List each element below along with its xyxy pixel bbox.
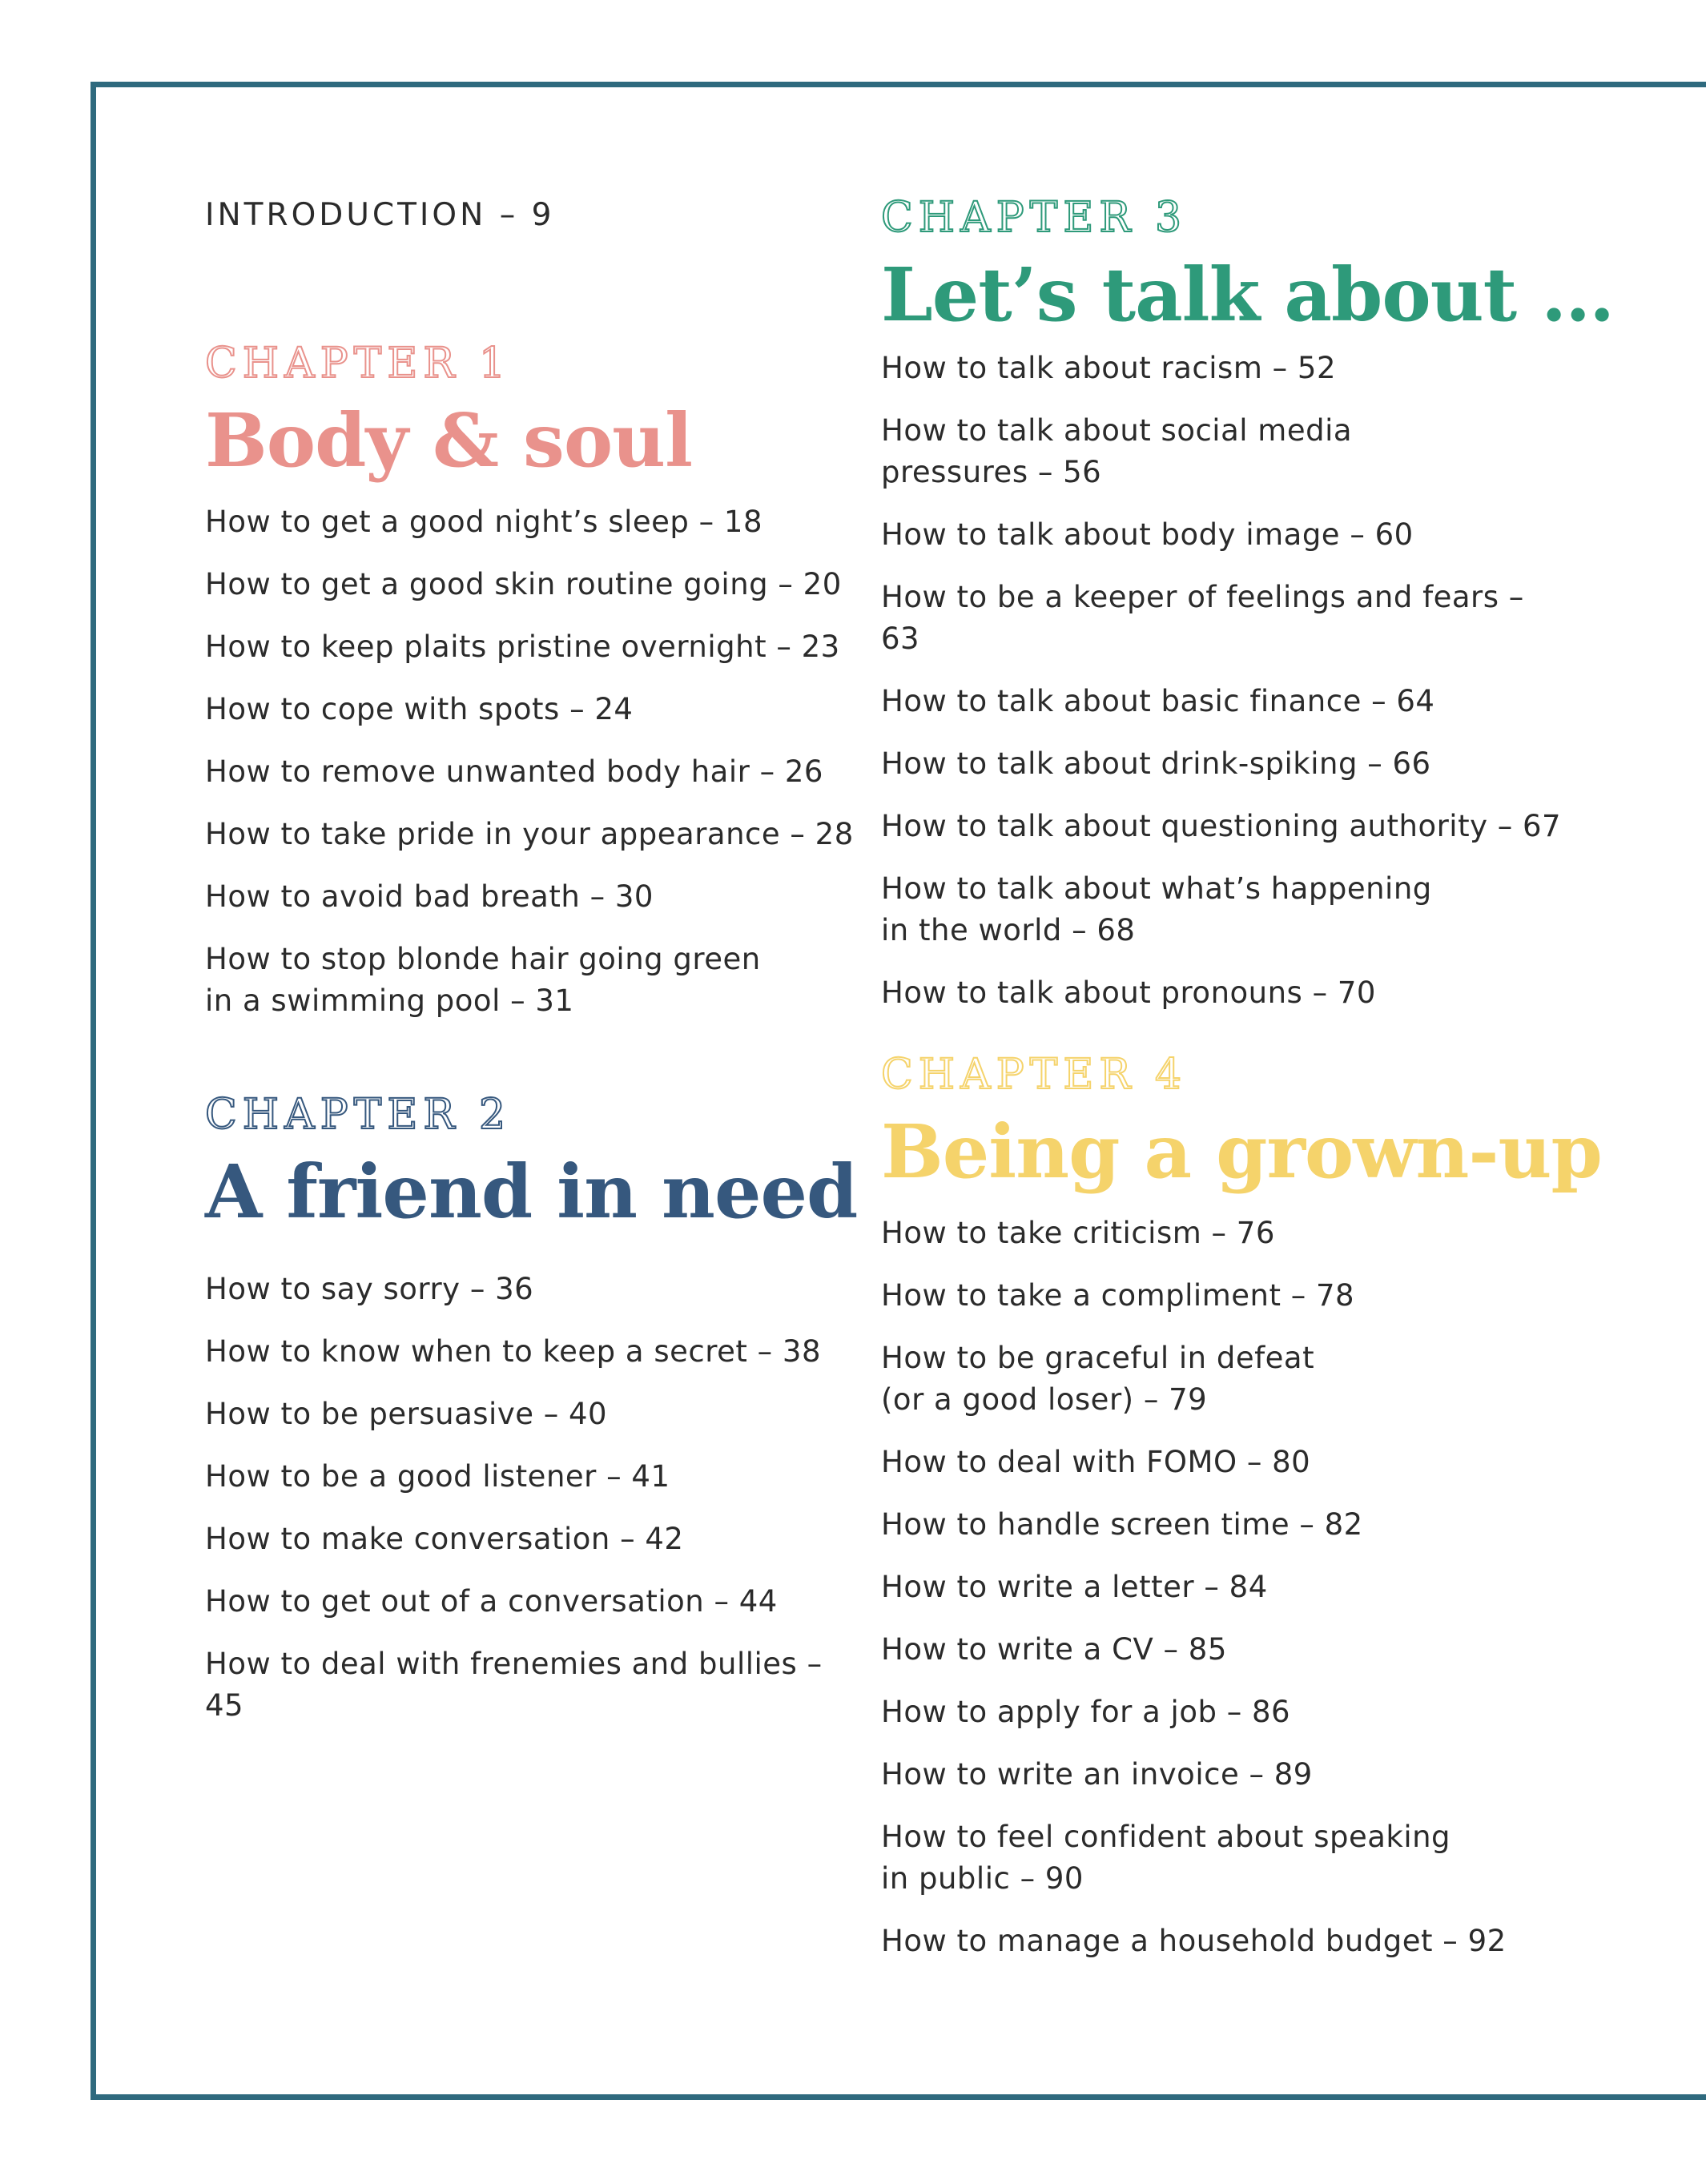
- toc-entry: [881, 972, 1570, 1014]
- toc-entry: [205, 1269, 862, 1310]
- toc-entry: [205, 939, 862, 1022]
- toc-entry: [881, 1567, 1570, 1608]
- toc-entry: [205, 1518, 862, 1560]
- toc-entry: [205, 1456, 862, 1498]
- toc-entry: [205, 689, 862, 730]
- toc-entry: [881, 1442, 1570, 1483]
- toc-entry: [205, 564, 862, 605]
- toc-entry: [881, 1337, 1570, 1421]
- toc-entry: [881, 868, 1570, 951]
- toc-entry-text: How to talk about racism – 52: [881, 351, 1336, 385]
- chapter-3-section: [881, 194, 1615, 1035]
- toc-entry: [881, 1754, 1570, 1796]
- toc-entry-text: How to talk about body image – 60: [881, 517, 1414, 552]
- toc-entry-text: How to cope with spots – 24: [205, 692, 634, 726]
- toc-entry: [881, 806, 1570, 847]
- toc-entry-text: How to keep plaits pristine overnight – 23: [205, 629, 840, 664]
- toc-entry-text: How to talk about what’s happening in the world – 68: [881, 871, 1432, 947]
- toc-entry-text: How to be persuasive – 40: [205, 1397, 608, 1431]
- toc-entry-text: How to deal with frenemies and bullies – 45: [205, 1647, 823, 1723]
- toc-entry: [205, 876, 862, 918]
- chapter-3-label: CHAPTER 3: [881, 194, 1188, 242]
- chapter-2-section: [205, 1091, 862, 1748]
- toc-entry: [205, 1581, 862, 1623]
- toc-entry: [881, 1921, 1570, 1962]
- toc-entry: [205, 501, 862, 543]
- toc-entry-text: How to write a CV – 85: [881, 1632, 1227, 1667]
- chapter-1-section: [205, 340, 862, 1043]
- toc-entry-text: How to be a good listener – 41: [205, 1459, 670, 1494]
- toc-entry: [205, 814, 862, 855]
- toc-entry: [881, 1816, 1570, 1900]
- toc-entry: [881, 1691, 1570, 1733]
- toc-entry: [881, 577, 1570, 660]
- toc-entry-text: How to remove unwanted body hair – 26: [205, 754, 823, 789]
- toc-entry: [881, 1213, 1570, 1254]
- toc-entry: [881, 1275, 1570, 1317]
- chapter-3-title: Let’s talk about …: [881, 251, 1615, 338]
- toc-entry-text: How to take pride in your appearance – 28: [205, 817, 854, 851]
- toc-entry-text: How to feel confident about speaking in public – 90: [881, 1820, 1451, 1896]
- toc-entry-text: How to talk about social media pressures – 56: [881, 413, 1353, 489]
- toc-entry-text: How to talk about basic finance – 64: [881, 684, 1435, 718]
- toc-entry-text: How to say sorry – 36: [205, 1272, 534, 1306]
- toc-entry-text: How to be a keeper of feelings and fears – 63: [881, 580, 1524, 656]
- toc-entry-text: How to talk about drink-spiking – 66: [881, 746, 1431, 781]
- toc-entry: [205, 626, 862, 668]
- toc-entry: [881, 410, 1570, 493]
- toc-entry-text: How to write a letter – 84: [881, 1570, 1268, 1604]
- toc-entry-text: How to get out of a conversation – 44: [205, 1584, 778, 1619]
- toc-entry: [205, 751, 862, 793]
- chapter-4-label: CHAPTER 4: [881, 1051, 1188, 1099]
- toc-entry-text: How to talk about questioning authority – 67: [881, 809, 1562, 843]
- chapter-4-section: [881, 1051, 1602, 1983]
- toc-entry-text: How to get a good night’s sleep – 18: [205, 505, 762, 539]
- toc-entry: [205, 1394, 862, 1435]
- chapter-2-label: CHAPTER 2: [205, 1091, 512, 1139]
- toc-entry: [205, 1331, 862, 1373]
- toc-entry-text: How to talk about pronouns – 70: [881, 975, 1376, 1010]
- chapter-1-entries: [205, 501, 862, 1022]
- toc-entry-text: How to handle screen time – 82: [881, 1507, 1363, 1542]
- chapter-3-entries: [881, 348, 1570, 1014]
- toc-entry-text: How to know when to keep a secret – 38: [205, 1334, 821, 1369]
- chapter-4-title: Being a grown-up: [881, 1108, 1602, 1195]
- toc-entry-text: How to apply for a job – 86: [881, 1695, 1291, 1729]
- toc-entry-text: How to stop blonde hair going green in a swimming pool – 31: [205, 942, 761, 1018]
- chapter-2-entries: [205, 1269, 862, 1727]
- toc-entry: [205, 1643, 862, 1727]
- toc-entry-text: How to be graceful in defeat (or a good loser) – 79: [881, 1341, 1315, 1417]
- chapter-1-label: CHAPTER 1: [205, 340, 512, 388]
- toc-entry: [881, 514, 1570, 556]
- introduction-entry: INTRODUCTION – 9: [205, 197, 555, 233]
- toc-entry-text: How to deal with FOMO – 80: [881, 1445, 1311, 1479]
- chapter-4-entries: [881, 1213, 1570, 1962]
- toc-entry-text: How to take criticism – 76: [881, 1216, 1275, 1250]
- toc-entry: [881, 743, 1570, 785]
- toc-entry-text: How to avoid bad breath – 30: [205, 879, 654, 914]
- toc-entry-text: How to manage a household budget – 92: [881, 1924, 1507, 1958]
- toc-entry-text: How to make conversation – 42: [205, 1522, 684, 1556]
- toc-entry-text: How to get a good skin routine going – 20: [205, 567, 842, 601]
- toc-entry: [881, 1504, 1570, 1546]
- toc-entry: [881, 1629, 1570, 1671]
- toc-entry-text: How to take a compliment – 78: [881, 1278, 1355, 1313]
- toc-entry: [881, 348, 1570, 389]
- chapter-2-title: A friend in need: [205, 1148, 858, 1235]
- toc-entry: [881, 681, 1570, 722]
- chapter-1-title: Body & soul: [205, 397, 693, 484]
- toc-entry-text: How to write an invoice – 89: [881, 1757, 1313, 1792]
